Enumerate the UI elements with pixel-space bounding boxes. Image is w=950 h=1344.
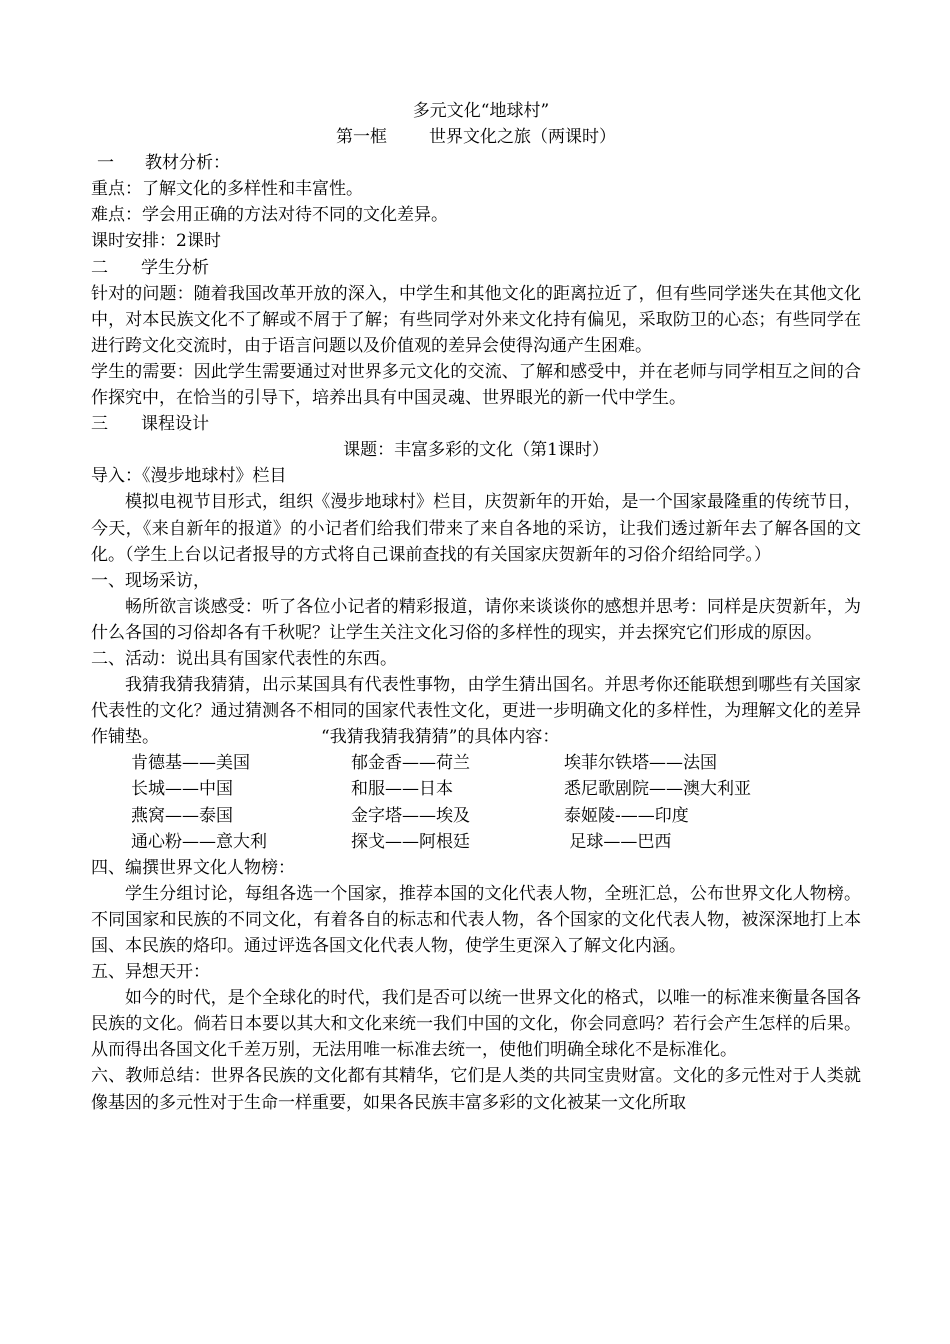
section-heading-3 — [91, 411, 861, 437]
pair-item: 探戈——阿根廷 — [351, 831, 470, 852]
section-label: 课程设计 — [141, 414, 209, 435]
pair-item: 足球——巴西 — [564, 831, 672, 852]
step4-heading: 四、编撰世界文化人物榜： — [91, 857, 295, 878]
pair-item: 长城——中国 — [131, 779, 233, 800]
pair-row — [91, 776, 861, 802]
schedule: 课时安排：2课时 — [91, 231, 221, 252]
step5-heading: 五、异想天开： — [91, 962, 210, 983]
step4-paragraph: 学生分组讨论，每组各选一个国家，推荐本国的文化代表人物，全班汇总，公布世界文化人物榜。不同国家和民族的不同文化，有着各自的标志和代表人物，各个国家的文化代表人物，被深深地打上本国、本民族的烙印。通过评选各国文化代表人物，使学生更深入了解文化内涵。 — [91, 883, 861, 956]
pair-item: 肯德基——美国 — [131, 753, 250, 774]
pair-item: 泰姬陵-——印度 — [564, 805, 689, 826]
pair-item: 和服——日本 — [351, 779, 453, 800]
section-heading-2 — [91, 255, 861, 281]
step5-paragraph: 如今的时代，是个全球化的时代，我们是否可以统一世界文化的格式，以唯一的标准来衡量各国各民族的文化。倘若日本要以其大和文化来统一我们中国的文化，你会同意吗？若行会产生怎样的后果。从而得出各国文化千差万别，无法用唯一标准去统一，使他们明确全球化不是标准化。 — [91, 988, 861, 1061]
pair-item: 金字塔——埃及 — [351, 805, 470, 826]
step2-paragraph — [91, 672, 861, 750]
step2-text: 我猜我猜我猜猜，出示某国具有代表性事物，由学生猜出国名。并思考你还能联想到哪些有关国家代表性的文化？通过猜测各不相同的国家代表性文化，更进一步明确文化的多样性，为理解文化的差异作铺垫。 — [91, 675, 861, 748]
section-number: 三 — [91, 414, 108, 435]
subtitle-frame: 第一框 — [336, 127, 387, 148]
section-label: 学生分析 — [141, 257, 209, 278]
lesson-title: 课题：丰富多彩的文化（第1课时） — [343, 440, 609, 461]
step6-paragraph: 六、教师总结：世界各民族的文化都有其精华，它们是人类的共同宝贵财富。文化的多元性对于人类就像基因的多元性对于生命一样重要，如果各民族丰富多彩的文化被某一文化所取 — [91, 1066, 861, 1113]
pair-row — [91, 803, 861, 829]
pair-item: 燕窝——泰国 — [131, 805, 233, 826]
difficult-point: 难点：学会用正确的方法对待不同的文化差异。 — [91, 205, 448, 226]
pair-row — [91, 829, 861, 855]
step1-paragraph: 畅所欲言谈感受：听了各位小记者的精彩报道，请你来谈谈你的感想并思考：同样是庆贺新年，为什么各国的习俗却各有千秋呢？让学生关注文化习俗的多样性的现实，并去探究它们形成的原因。 — [91, 596, 861, 643]
section-label: 教材分析： — [145, 153, 230, 174]
step1-heading: 一、现场采访， — [91, 570, 210, 591]
doc-subtitle — [91, 124, 861, 150]
pair-item: 悉尼歌剧院——澳大利亚 — [564, 779, 751, 800]
problem-paragraph: 针对的问题：随着我国改革开放的深入，中学生和其他文化的距离拉近了，但有些同学迷失在其他文化中，对本民族文化不了解或不屑于了解；有些同学对外来文化持有偏见，采取防卫的心态；有些同学在进行跨文化交流时，由于语言问题以及价值观的差异会使得沟通产生困难。 — [91, 283, 861, 356]
need-paragraph: 学生的需要：因此学生需要通过对世界多元文化的交流、了解和感受中，并在老师与同学相互之间的合作探究中，在恰当的引导下，培养出具有中国灵魂、世界眼光的新一代中学生。 — [91, 361, 861, 409]
section-number: 二 — [91, 257, 108, 278]
section-number: 一 — [97, 153, 114, 174]
intro-heading: 导入：《漫步地球村》栏目 — [91, 466, 287, 487]
doc-title: 多元文化“地球村” — [412, 101, 550, 121]
pair-item: 埃菲尔铁塔——法国 — [564, 753, 717, 774]
intro-paragraph: 模拟电视节目形式，组织《漫步地球村》栏目，庆贺新年的开始，是一个国家最隆重的传统节日，今天，《来自新年的报道》的小记者们给我们带来了来自各地的采访，让我们透过新年去了解各国的文化。（学生上台以记者报导的方式将自己课前查找的有关国家庆贺新年的习俗介绍给同学。） — [91, 492, 861, 565]
key-point: 重点：了解文化的多样性和丰富性。 — [91, 179, 363, 200]
section-heading-1 — [91, 150, 861, 176]
subtitle-topic: 世界文化之旅（两课时） — [429, 127, 616, 148]
pair-item: 通心粉——意大利 — [131, 831, 267, 852]
pair-item: 郁金香——荷兰 — [351, 753, 470, 774]
step2-heading: 二、活动：说出具有国家代表性的东西。 — [91, 648, 397, 669]
document-page — [91, 98, 861, 1116]
step2-quote: “我猜我猜我猜猜”的具体内容： — [321, 727, 560, 748]
pair-row — [91, 750, 861, 776]
